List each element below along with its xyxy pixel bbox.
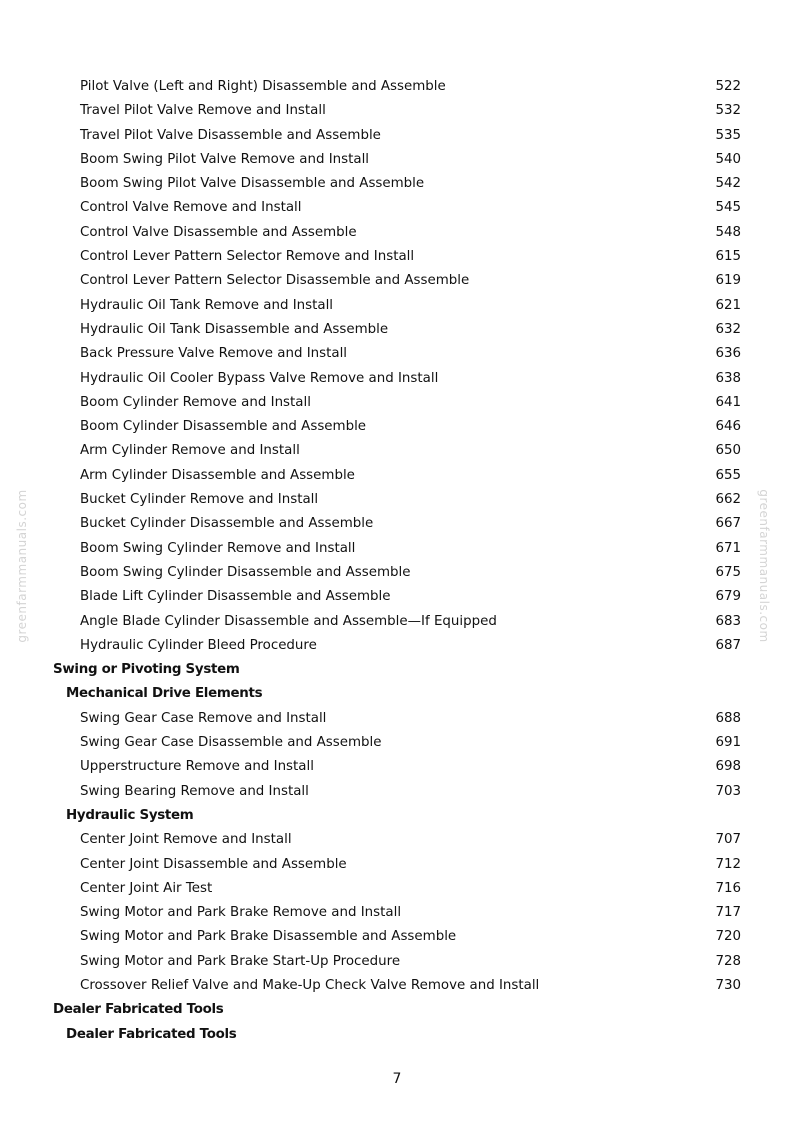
toc-entry[interactable]	[0, 901, 794, 925]
toc-entry[interactable]	[0, 342, 794, 366]
toc-entry[interactable]	[0, 537, 794, 561]
toc-entry-page: 522	[715, 79, 741, 94]
toc-entry[interactable]	[0, 950, 794, 974]
toc-entry-page: 688	[715, 710, 741, 726]
toc-entry[interactable]	[0, 585, 794, 609]
toc-entry[interactable]	[0, 610, 794, 634]
toc-entry-page: 540	[715, 151, 741, 167]
toc-entry-title: Boom Cylinder Disassemble and Assemble	[80, 419, 367, 435]
toc-entry[interactable]	[0, 707, 794, 731]
toc-entry-title: Hydraulic Oil Cooler Bypass Valve Remove and Install	[80, 370, 439, 386]
toc-entry-title: Control Lever Pattern Selector Disassemble and Assemble	[80, 273, 470, 289]
toc-entry[interactable]	[0, 828, 794, 852]
toc-entry-page: 698	[715, 759, 741, 775]
toc-entry[interactable]	[0, 148, 794, 172]
table-of-contents	[0, 75, 794, 1047]
toc-entry-page: 641	[715, 394, 741, 410]
toc-subsection-heading	[0, 1023, 794, 1047]
toc-subsection-heading	[0, 804, 794, 828]
toc-entry-page: 636	[715, 346, 741, 362]
toc-entry[interactable]	[0, 75, 794, 99]
toc-entry-title: Blade Lift Cylinder Disassemble and Assemble	[80, 589, 391, 605]
toc-entry-title: Boom Swing Pilot Valve Disassemble and Assemble	[80, 176, 425, 192]
toc-entry-title: Boom Cylinder Remove and Install	[80, 394, 311, 410]
toc-entry-title: Angle Blade Cylinder Disassemble and Assemble—If Equipped	[80, 613, 497, 629]
toc-entry-title: Travel Pilot Valve Disassemble and Assemble	[80, 127, 381, 143]
toc-entry-page: 548	[715, 224, 741, 240]
toc-entry[interactable]	[0, 391, 794, 415]
toc-entry-page: 707	[715, 832, 741, 848]
toc-entry-title: Center Joint Disassemble and Assemble	[80, 856, 347, 872]
toc-entry-title: Swing Bearing Remove and Install	[80, 783, 309, 799]
toc-entry[interactable]	[0, 245, 794, 269]
toc-entry-title: Arm Cylinder Disassemble and Assemble	[80, 467, 355, 483]
toc-entry-page: 545	[715, 200, 741, 216]
toc-entry-page: 619	[715, 273, 741, 289]
toc-entry-title: Hydraulic Oil Tank Remove and Install	[80, 297, 334, 313]
toc-entry-page: 703	[715, 783, 741, 799]
toc-entry-title: Control Valve Remove and Install	[80, 200, 302, 216]
toc-entry-page: 671	[715, 540, 741, 556]
toc-entry-page: 615	[715, 249, 741, 265]
toc-entry-title: Bucket Cylinder Disassemble and Assemble	[80, 516, 374, 532]
toc-entry-page: 691	[715, 735, 741, 751]
toc-entry[interactable]	[0, 124, 794, 148]
toc-entry-page: 683	[715, 613, 741, 629]
toc-entry-page: 730	[715, 977, 741, 993]
toc-section-heading	[0, 998, 794, 1022]
toc-entry-page: 542	[715, 176, 741, 192]
toc-entry[interactable]	[0, 318, 794, 342]
toc-section-heading	[0, 658, 794, 682]
toc-entry[interactable]	[0, 877, 794, 901]
toc-entry[interactable]	[0, 755, 794, 779]
toc-entry-page: 728	[715, 953, 741, 969]
toc-entry[interactable]	[0, 294, 794, 318]
toc-entry-page: 675	[715, 564, 741, 580]
toc-entry[interactable]	[0, 731, 794, 755]
toc-entry-page: 632	[715, 321, 741, 337]
toc-entry[interactable]	[0, 367, 794, 391]
toc-subsection-heading	[0, 682, 794, 706]
toc-entry-title: Swing or Pivoting System	[53, 662, 240, 678]
toc-entry-title: Boom Swing Cylinder Remove and Install	[80, 540, 356, 556]
toc-entry-title: Dealer Fabricated Tools	[66, 1026, 237, 1042]
toc-entry-page: 679	[715, 589, 741, 605]
toc-entry-title: Hydraulic Cylinder Bleed Procedure	[80, 637, 317, 653]
toc-entry[interactable]	[0, 634, 794, 658]
toc-entry-title: Swing Gear Case Remove and Install	[80, 710, 327, 726]
toc-entry-page: 717	[715, 905, 741, 921]
toc-entry-page: 712	[715, 856, 741, 872]
toc-entry-page: 638	[715, 370, 741, 386]
watermark-right: greenfarmmanuals.com	[757, 489, 771, 643]
toc-entry-title: Bucket Cylinder Remove and Install	[80, 492, 319, 508]
toc-entry-title: Center Joint Air Test	[80, 880, 213, 896]
toc-entry-title: Center Joint Remove and Install	[80, 832, 292, 848]
toc-entry-title: Hydraulic Oil Tank Disassemble and Assemble	[80, 321, 389, 337]
toc-entry-title: Dealer Fabricated Tools	[53, 1002, 224, 1018]
toc-entry-page: 532	[715, 103, 741, 119]
toc-entry-title: Travel Pilot Valve Remove and Install	[80, 103, 326, 119]
toc-entry-title: Boom Swing Pilot Valve Remove and Install	[80, 151, 370, 167]
toc-entry-title: Boom Swing Cylinder Disassemble and Assemble	[80, 564, 411, 580]
toc-entry[interactable]	[0, 488, 794, 512]
toc-entry-page: 655	[715, 467, 741, 483]
toc-entry-page: 535	[715, 127, 741, 143]
toc-entry-page: 720	[715, 929, 741, 945]
page-number: 7	[392, 1071, 402, 1087]
toc-entry[interactable]	[0, 221, 794, 245]
toc-entry[interactable]	[0, 196, 794, 220]
toc-entry[interactable]	[0, 464, 794, 488]
toc-entry-title: Swing Gear Case Disassemble and Assemble	[80, 735, 382, 751]
toc-entry-title: Swing Motor and Park Brake Remove and Install	[80, 905, 402, 921]
toc-entry[interactable]	[0, 439, 794, 463]
toc-entry-page: 662	[715, 492, 741, 508]
watermark-left: greenfarmmanuals.com	[15, 489, 29, 643]
toc-entry[interactable]	[0, 780, 794, 804]
toc-entry[interactable]	[0, 172, 794, 196]
toc-entry-title: Back Pressure Valve Remove and Install	[80, 346, 348, 362]
toc-entry-page: 667	[715, 516, 741, 532]
toc-entry[interactable]	[0, 561, 794, 585]
toc-entry-title: Swing Motor and Park Brake Start-Up Procedure	[80, 953, 401, 969]
toc-entry[interactable]	[0, 853, 794, 877]
toc-entry-page: 650	[715, 443, 741, 459]
toc-entry-title: Mechanical Drive Elements	[66, 686, 263, 702]
toc-entry[interactable]	[0, 269, 794, 293]
toc-entry-title: Pilot Valve (Left and Right) Disassemble and Assemble	[80, 79, 446, 94]
toc-entry-title: Control Valve Disassemble and Assemble	[80, 224, 357, 240]
toc-entry-title: Swing Motor and Park Brake Disassemble and Assemble	[80, 929, 457, 945]
toc-entry-page: 646	[715, 419, 741, 435]
toc-entry-title: Hydraulic System	[66, 807, 194, 823]
toc-entry[interactable]	[0, 512, 794, 536]
toc-entry[interactable]	[0, 99, 794, 123]
toc-entry-title: Upperstructure Remove and Install	[80, 759, 314, 775]
toc-entry[interactable]	[0, 925, 794, 949]
toc-entry-title: Arm Cylinder Remove and Install	[80, 443, 300, 459]
toc-entry[interactable]	[0, 974, 794, 998]
toc-entry-title: Crossover Relief Valve and Make-Up Check Valve Remove and Install	[80, 977, 540, 993]
toc-entry-page: 687	[715, 637, 741, 653]
toc-entry-page: 621	[715, 297, 741, 313]
toc-entry-page: 716	[715, 880, 741, 896]
toc-entry-title: Control Lever Pattern Selector Remove and Install	[80, 249, 415, 265]
toc-entry[interactable]	[0, 415, 794, 439]
